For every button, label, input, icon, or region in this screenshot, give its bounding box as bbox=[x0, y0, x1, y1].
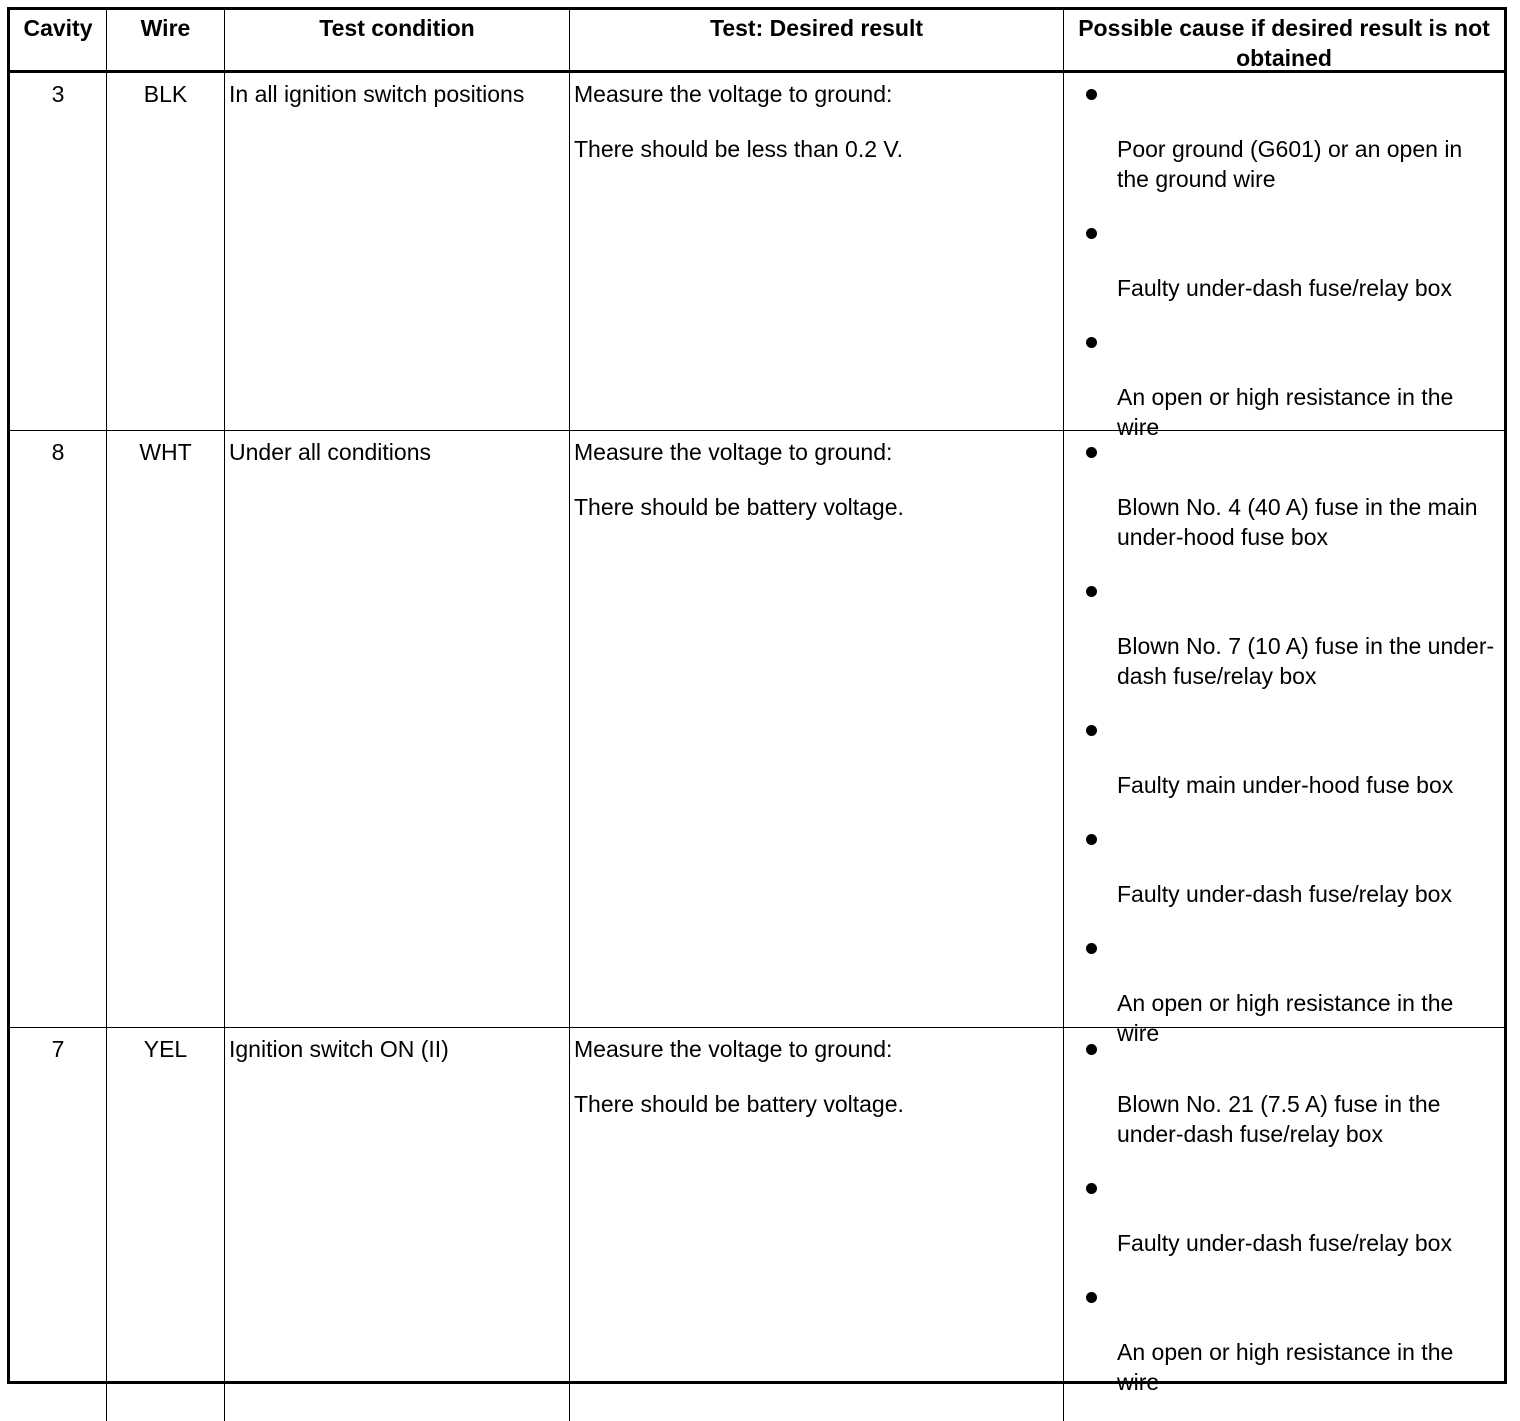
bullet-icon bbox=[1086, 89, 1097, 100]
cause-item bbox=[1084, 715, 1496, 800]
result-instruction: Measure the voltage to ground: bbox=[574, 439, 893, 465]
cell-desired-result bbox=[570, 431, 1064, 1028]
header-desired-result: Test: Desired result bbox=[570, 10, 1064, 73]
result-expected: There should be less than 0.2 V. bbox=[574, 136, 904, 162]
bullet-icon bbox=[1086, 1183, 1097, 1194]
cause-text: An open or high resistance in the wire bbox=[1117, 384, 1454, 440]
cause-item bbox=[1084, 1282, 1496, 1397]
cause-text: Blown No. 21 (7.5 A) fuse in the under-dash fuse/relay box bbox=[1117, 1091, 1441, 1147]
cause-item bbox=[1084, 79, 1496, 194]
cell-test-condition: Under all conditions bbox=[225, 431, 570, 1028]
cause-item bbox=[1084, 824, 1496, 909]
header-wire: Wire bbox=[107, 10, 225, 73]
cause-item bbox=[1084, 327, 1496, 442]
cell-wire: WHT bbox=[107, 431, 225, 1028]
cause-item bbox=[1084, 437, 1496, 552]
cell-possible-causes bbox=[1064, 431, 1504, 1046]
cause-item bbox=[1084, 1173, 1496, 1258]
cell-desired-result bbox=[570, 1028, 1064, 1421]
bullet-icon bbox=[1086, 834, 1097, 845]
diagnostic-table bbox=[7, 7, 1507, 1395]
cause-text: Blown No. 7 (10 A) fuse in the under-dash fuse/relay box bbox=[1117, 633, 1495, 689]
bullet-icon bbox=[1086, 725, 1097, 736]
cell-test-condition: In all ignition switch positions bbox=[225, 73, 570, 431]
cell-cavity: 7 bbox=[10, 1028, 107, 1421]
cause-text: Faulty main under-hood fuse box bbox=[1117, 772, 1454, 798]
cause-item bbox=[1084, 576, 1496, 691]
header-possible-cause: Possible cause if desired result is not obtained bbox=[1064, 10, 1504, 73]
header-cavity: Cavity bbox=[10, 10, 107, 73]
cause-text: Faulty under-dash fuse/relay box bbox=[1117, 275, 1452, 301]
bullet-icon bbox=[1086, 228, 1097, 239]
cell-cavity: 3 bbox=[10, 73, 107, 431]
result-expected: There should be battery voltage. bbox=[574, 494, 904, 520]
bullet-icon bbox=[1086, 1044, 1097, 1055]
cause-text: Faulty under-dash fuse/relay box bbox=[1117, 1230, 1452, 1256]
bullet-icon bbox=[1086, 337, 1097, 348]
result-instruction: Measure the voltage to ground: bbox=[574, 81, 893, 107]
cell-test-condition: Ignition switch ON (II) bbox=[225, 1028, 570, 1421]
bullet-icon bbox=[1086, 943, 1097, 954]
bullet-icon bbox=[1086, 586, 1097, 597]
cause-text: Blown No. 4 (40 A) fuse in the main under-hood fuse box bbox=[1117, 494, 1478, 550]
cell-wire: YEL bbox=[107, 1028, 225, 1421]
cause-text: Faulty under-dash fuse/relay box bbox=[1117, 881, 1452, 907]
bullet-icon bbox=[1086, 447, 1097, 458]
cell-possible-causes bbox=[1064, 1028, 1504, 1421]
header-test-condition: Test condition bbox=[225, 10, 570, 73]
cause-text: Poor ground (G601) or an open in the ground wire bbox=[1117, 136, 1463, 192]
cell-possible-causes bbox=[1064, 73, 1504, 440]
result-instruction: Measure the voltage to ground: bbox=[574, 1036, 893, 1062]
cause-item bbox=[1084, 1034, 1496, 1149]
cell-wire: BLK bbox=[107, 73, 225, 431]
bullet-icon bbox=[1086, 1292, 1097, 1303]
cause-item bbox=[1084, 933, 1496, 1048]
cause-text: An open or high resistance in the wire bbox=[1117, 990, 1454, 1046]
cause-item bbox=[1084, 218, 1496, 303]
cell-desired-result bbox=[570, 73, 1064, 431]
cell-cavity: 8 bbox=[10, 431, 107, 1028]
result-expected: There should be battery voltage. bbox=[574, 1091, 904, 1117]
cause-text: An open or high resistance in the wire bbox=[1117, 1339, 1454, 1395]
